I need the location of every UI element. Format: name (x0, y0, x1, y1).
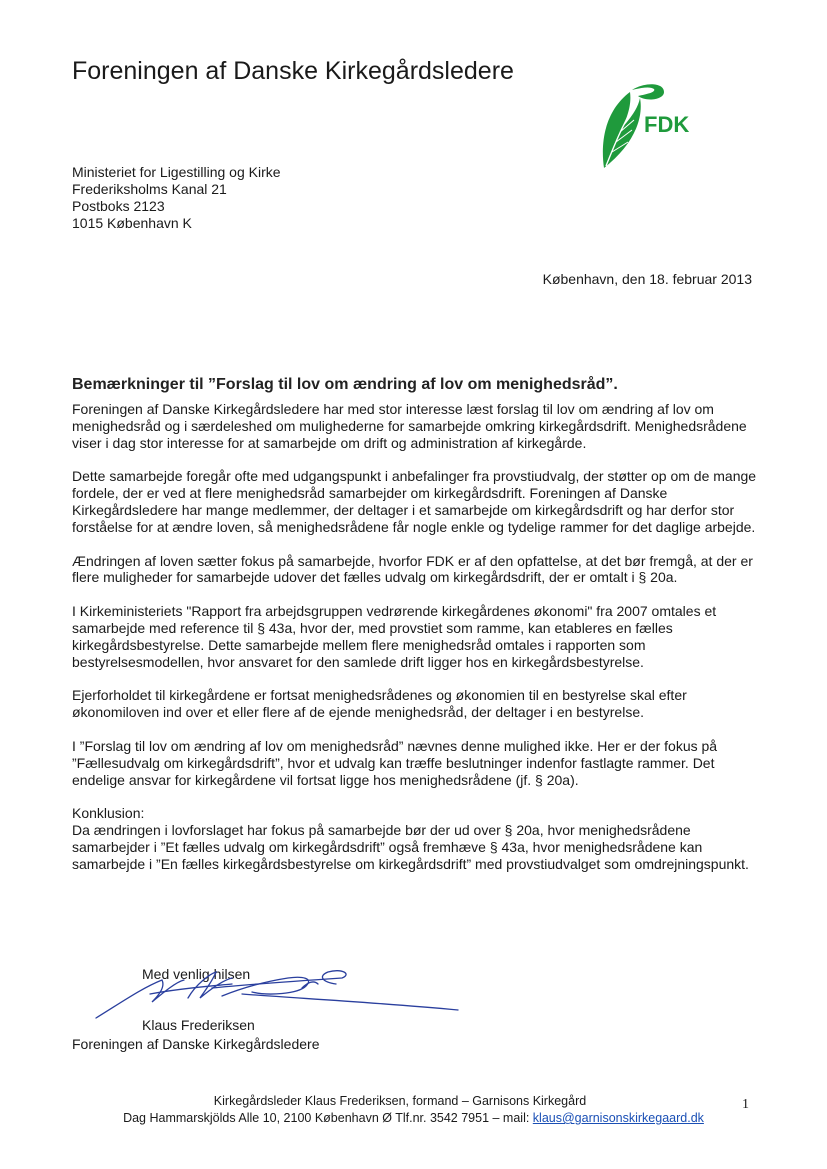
body-paragraph: Dette samarbejde foregår ofte med udgangspunkt i anbefalinger fra provstiudvalg, der støtter op om de mange fordele, der er ved at flere menighedsråd samarbejder om kirkegårdsdrift. Foreningen af Danske Kirkegårdsledere har mange medlemmer, der deltager i et samarbejde om kirkegårdsdrift og har derfor stor forståelse for at ændre loven, så menighedsrådene får nogle enkle og tydelige rammer for det daglige arbejde. (72, 468, 757, 535)
page-number: 1 (742, 1097, 749, 1112)
footer-email-link[interactable]: klaus@garnisonskirkegaard.dk (532, 1111, 704, 1125)
body-paragraph: Foreningen af Danske Kirkegårdsledere har med stor interesse læst forslag til lov om ændring af lov om menighedsråd og i særdeleshed om mulighederne for samarbejde omkring kirkegårdsdrift. Menighedsrådene viser i dag stor interesse for at samarbejde om drift og administration af kirkegårde. (72, 401, 747, 451)
leaf-logo-icon (592, 80, 710, 170)
letter-body (72, 401, 762, 873)
closing-greeting: Med venlig hilsen (142, 966, 251, 982)
body-paragraph: I ”Forslag til lov om ændring af lov om menighedsråd” nævnes denne mulighed ikke. Her er der fokus på ”Fællesudvalg om kirkegårdsdrift”, hvor et udvalg kan træffe beslutninger indenfor fastlagte rammer. Det endelige ansvar for kirkegårdene vil fortsat ligge hos menighedsrådene (jf. § 20a). (72, 737, 718, 788)
body-paragraph: Ændringen af loven sætter fokus på samarbejde, hvorfor FDK er af den opfattelse, at det bør fremgå, at der er flere muligheder for samarbejde udover det fælles udvalg om kirkegårdsdrift, der er omtalt i § 20a. (72, 552, 753, 586)
recipient-address (72, 164, 281, 232)
footer-address: Dag Hammarskjölds Alle 10, 2100 København Ø Tlf.nr. 3542 7951 – mail: (123, 1111, 533, 1125)
footer-line-1: Kirkegårdsleder Klaus Frederiksen, formand – Garnisons Kirkegård (213, 1094, 587, 1108)
fdk-logo (592, 80, 710, 170)
address-line: 1015 København K (72, 215, 192, 231)
address-line: Frederiksholms Kanal 21 (72, 181, 227, 197)
footer-line-2 (0, 1110, 827, 1126)
body-paragraph: Ejerforholdet til kirkegårdene er fortsat menighedsrådenes og økonomien til en bestyrelse skal efter økonomiloven ind over et eller flere af de ejende menighedsråd, der deltager i en bestyrelse. (72, 687, 687, 721)
organization-title: Foreningen af Danske Kirkegårdsledere (72, 57, 514, 85)
letter-subject: Bemærkninger til ”Forslag til lov om ændring af lov om menighedsråd”. (72, 376, 618, 393)
conclusion-text: Da ændringen i lovforslaget har fokus på samarbejde bør der ud over § 20a, hvor menighedsrådene samarbejder i ”Et fælles udvalg om kirkegårdsdrift” også fremhæve § 43a, hvor menighedsrådene kan samarbejde i ”En fælles kirkegårdsbestyrelse om kirkegårdsdrift” med provstiudvalget som omdrejningspunkt. (72, 822, 749, 872)
body-paragraph: I Kirkeministeriets "Rapport fra arbejdsgruppen vedrørende kirkegårdenes økonomi" fra 2007 omtales et samarbejde med reference til § 43a, hvor der, med provstiet som ramme, kan etableres en fælles kirkegårdsbestyrelse. Dette samarbejde mellem flere menighedsråd omtales i rapporten som bestyrelsesmodellen, hvor ansvaret for den samlede drift ligger hos en kirkegårdsbestyrelse. (72, 603, 717, 670)
conclusion-label: Konklusion: (72, 805, 145, 822)
handwritten-signature (92, 958, 462, 1024)
logo-text: FDK (644, 112, 690, 137)
signer-organization: Foreningen af Danske Kirkegårdsledere (72, 1036, 320, 1052)
address-line: Ministeriet for Ligestilling og Kirke (72, 164, 281, 180)
address-line: Postboks 2123 (72, 198, 165, 214)
letter-date: København, den 18. februar 2013 (542, 271, 752, 287)
signer-name: Klaus Frederiksen (142, 1017, 255, 1033)
